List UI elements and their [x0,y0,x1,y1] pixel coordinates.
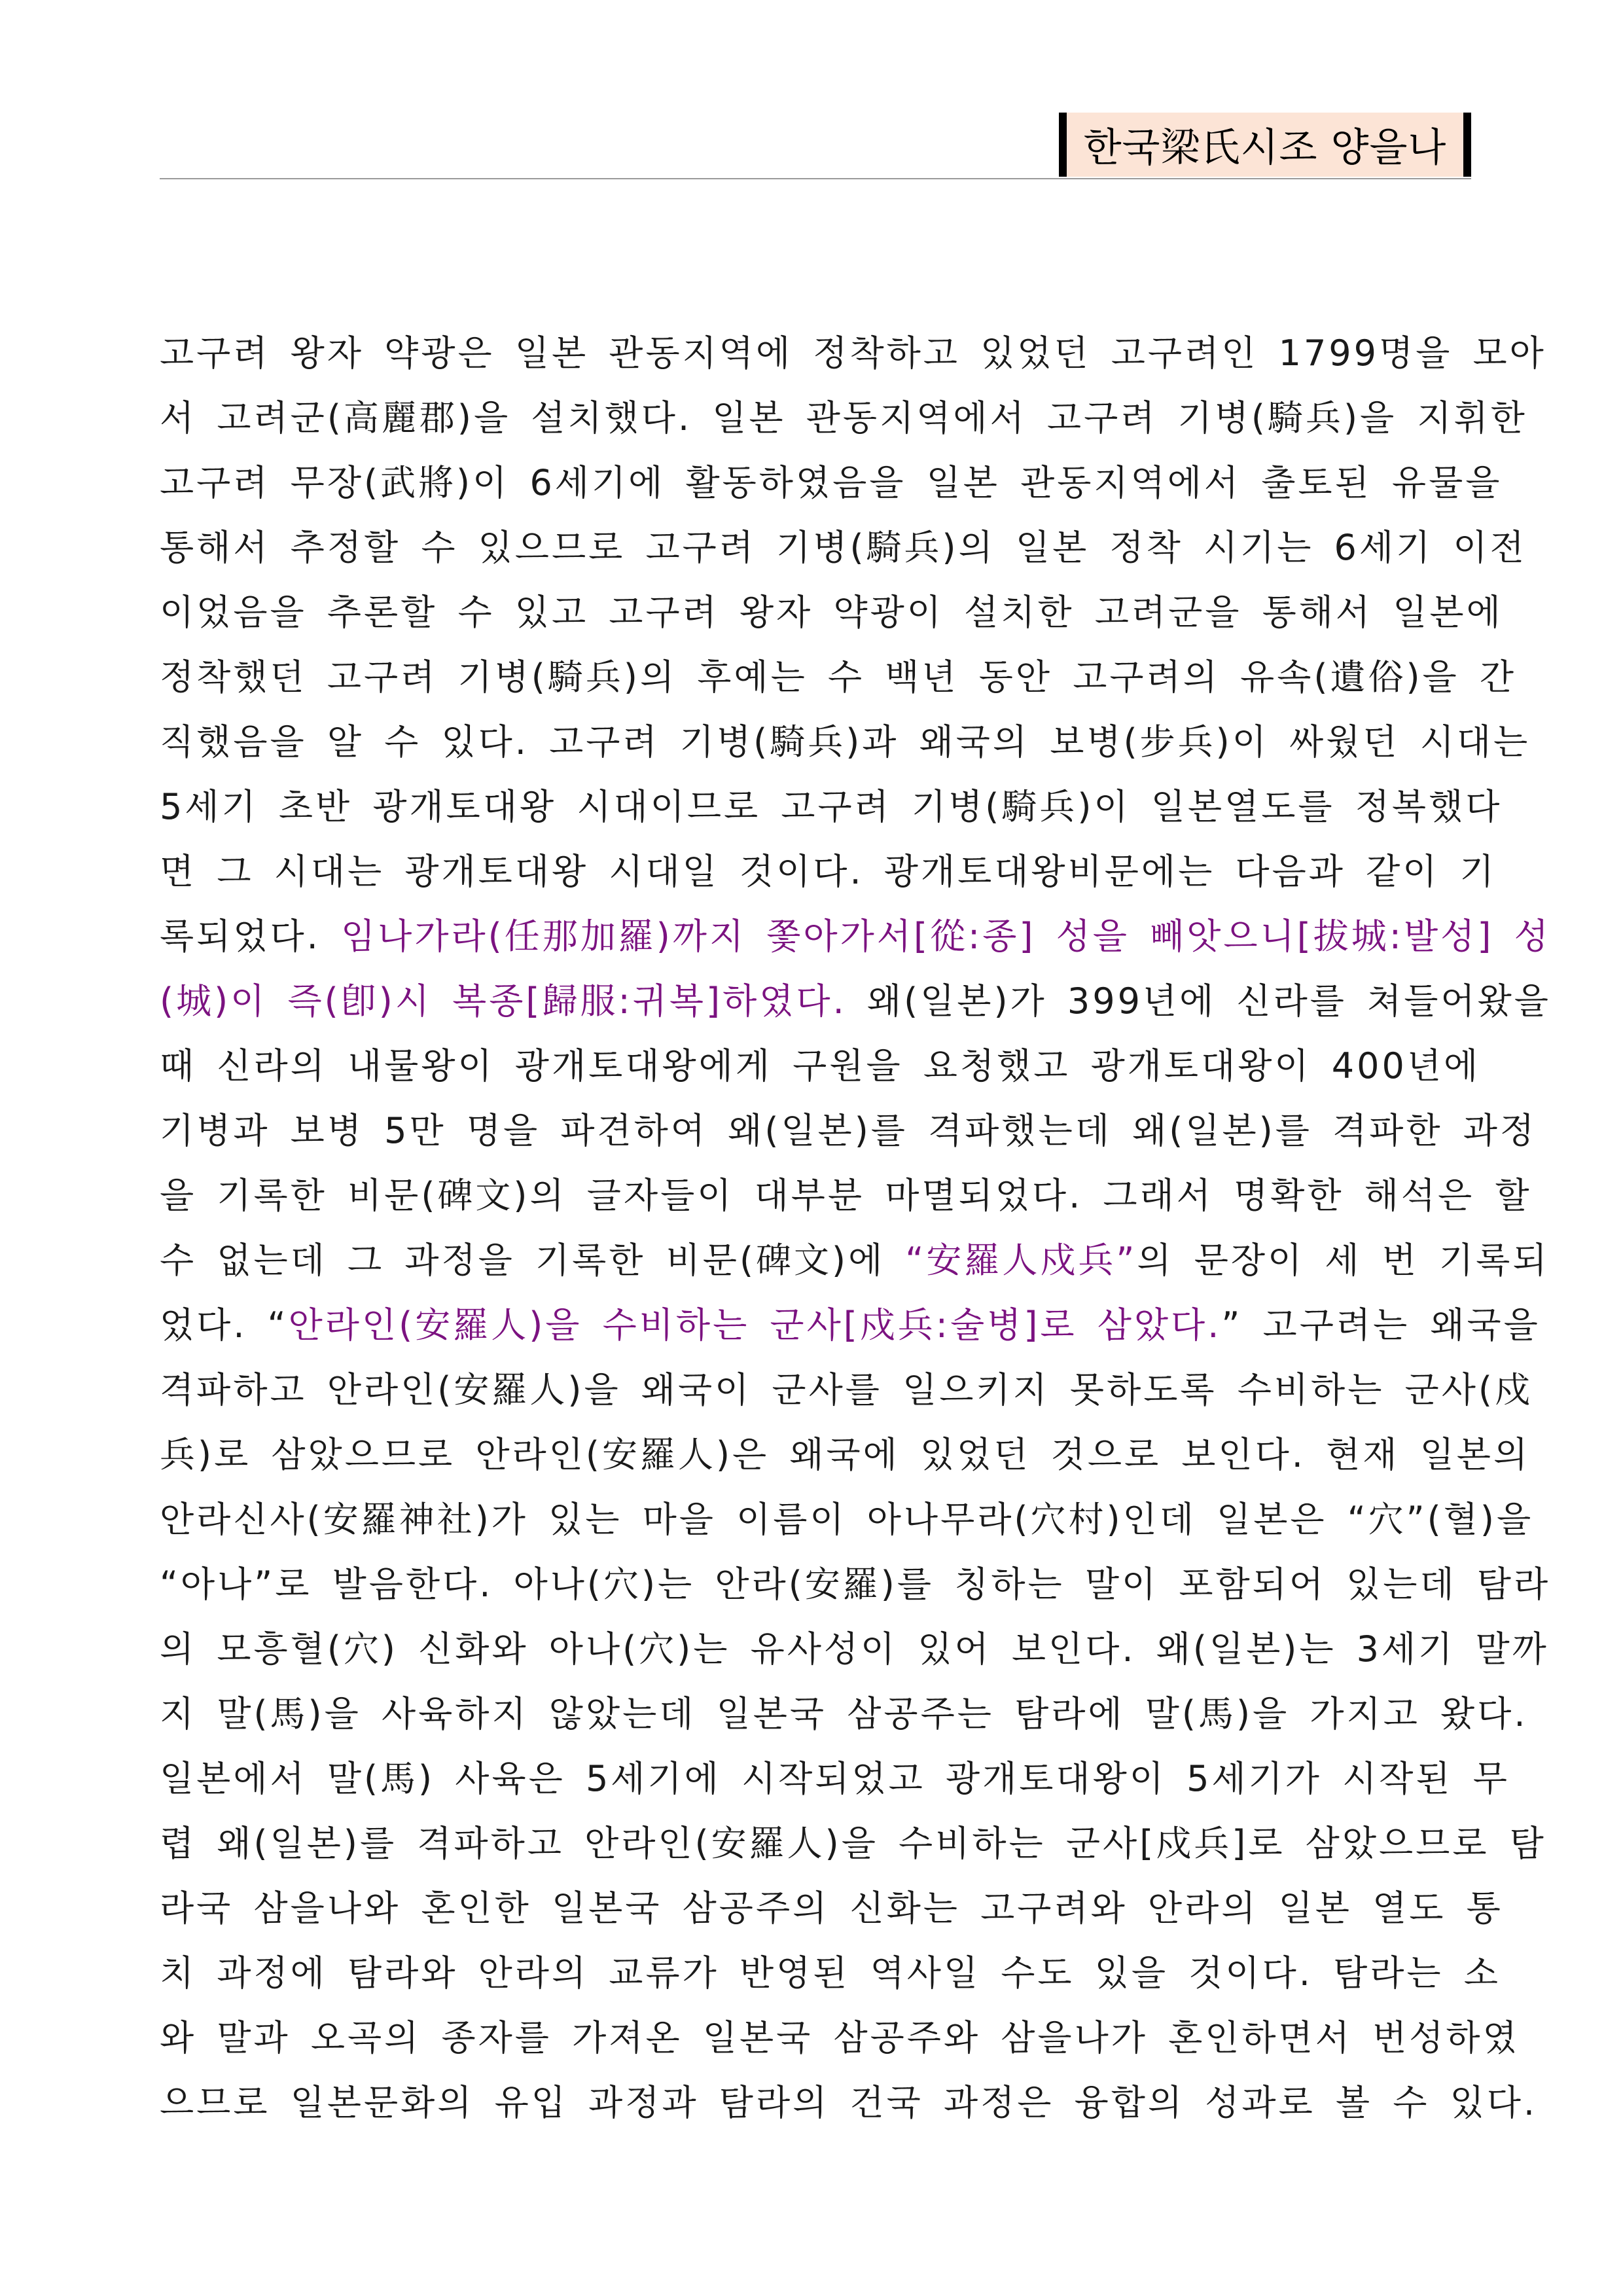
text-line [160,1163,1532,1228]
text-line [160,386,1527,450]
text-line [160,580,1503,645]
text-line [160,1876,1503,1941]
body-text-run: ” 고구려는 왜국을 [1221,1304,1541,1346]
body-text-run: “아나”로 발음한다. 아나(穴)는 안라(安羅)를 칭하는 말이 포함되어 있는데 탐라 [160,1564,1551,1605]
body-text-run: 치 과정에 탐라와 안라의 교류가 반영된 역사일 수도 있을 것이다. 탐라는 소 [160,1952,1501,1994]
body-text-run: 일본에서 말(馬) 사육은 5세기에 시작되었고 광개토대왕이 5세기가 시작된 무 [160,1758,1510,1799]
body-text-run: 이었음을 추론할 수 있고 고구려 왕자 약광이 설치한 고려군을 통해서 일본에 [160,592,1503,633]
body-text-run: 고구려 무장(武將)이 6세기에 활동하였음을 일본 관동지역에서 출토된 유물을 [160,462,1503,503]
header-title-box [1059,113,1471,177]
body-paragraph [160,321,1551,2135]
text-line [160,1617,1549,1681]
quoted-inscription-text: 임나가라(任那加羅)까지 쫓아가서[從:종] 성을 빼앗으니[拔城:발성] 성 [341,916,1551,957]
body-text-run: 통해서 추정할 수 있으므로 고구려 기병(騎兵)의 일본 정착 시기는 6세기 이전 [160,527,1527,568]
body-text-run: 직했음을 알 수 있다. 고구려 기병(騎兵)과 왜국의 보병(步兵)이 싸웠던 시대는 [160,721,1531,762]
body-text-run: 을 기록한 비문(碑文)의 글자들이 대부분 마멸되었다. 그래서 명확한 해석은 할 [160,1175,1532,1216]
header-divider [160,178,1471,179]
body-text-run: 면 그 시대는 광개토대왕 시대일 것이다. 광개토대왕비문에는 다음과 같이 기 [160,851,1497,892]
body-text-run: 때 신라의 내물왕이 광개토대왕에게 구원을 요청했고 광개토대왕이 400년에 [160,1045,1481,1086]
text-line [160,1811,1546,1876]
text-line [160,1941,1501,2005]
text-line [160,1552,1551,1617]
body-text-run: 정착했던 고구려 기병(騎兵)의 후예는 수 백년 동안 고구려의 유속(遺俗)을 간 [160,656,1517,698]
body-text-run: 격파하고 안라인(安羅人)을 왜국이 군사를 일으키지 못하도록 수비하는 군사(戍 [160,1369,1533,1410]
body-text-run: 서 고려군(高麗郡)을 설치했다. 일본 관동지역에서 고구려 기병(騎兵)을 지휘한 [160,397,1527,439]
text-line [160,1681,1528,1746]
body-text-run: 의 문장이 세 번 기록되 [1137,1240,1550,1281]
text-line [160,774,1503,839]
quoted-inscription-text: 안라인(安羅人)을 수비하는 군사[戍兵:술병]로 삼았다. [288,1304,1222,1346]
text-line [160,1293,1541,1357]
text-line [160,1487,1534,1552]
body-text-run: 고구려 왕자 약광은 일본 관동지역에 정착하고 있었던 고구려인 1799명을 모아 [160,332,1546,374]
body-text-run: 지 말(馬)을 사육하지 않았는데 일본국 삼공주는 탐라에 말(馬)을 가지고 왔다. [160,1693,1528,1734]
body-text-run: 라국 삼을나와 혼인한 일본국 삼공주의 신화는 고구려와 안라의 일본 열도 통 [160,1888,1503,1929]
text-line [160,450,1503,515]
body-text-run: 수 없는데 그 과정을 기록한 비문(碑文)에 [160,1240,906,1281]
body-text-run: 왜(일본)가 399년에 신라를 쳐들어왔을 [846,980,1551,1022]
body-text-run: 렵 왜(일본)를 격파하고 안라인(安羅人)을 수비하는 군사[戍兵]로 삼았으므로 탐 [160,1823,1546,1864]
body-text-run: 5세기 초반 광개토대왕 시대이므로 고구려 기병(騎兵)이 일본열도를 정복했다 [160,786,1503,827]
text-line [160,969,1551,1033]
header-title: 한국梁氏시조 양을나 [1083,125,1447,171]
body-text-run: 기병과 보병 5만 명을 파견하여 왜(일본)를 격파했는데 왜(일본)를 격파한 과정 [160,1110,1537,1151]
body-text-run: 었다. “ [160,1304,289,1346]
text-line [160,645,1517,709]
text-line [160,709,1531,774]
text-line [160,1098,1537,1163]
body-text-run: 록되었다. [160,916,341,957]
body-text-run: 兵)로 삼았으므로 안라인(安羅人)은 왜국에 있었던 것으로 보인다. 현재 일본의 [160,1434,1531,1475]
text-line [160,839,1497,904]
text-line [160,515,1527,580]
text-line [160,1746,1510,1811]
text-line [160,1422,1531,1487]
body-text-run: 안라신사(安羅神社)가 있는 마을 이름이 아나무라(穴村)인데 일본은 “穴”(혈)을 [160,1499,1534,1540]
body-text-run: 와 말과 오곡의 종자를 가져온 일본국 삼공주와 삼을나가 혼인하면서 번성하였 [160,2017,1520,2058]
text-line [160,2005,1520,2070]
text-line [160,904,1551,969]
quoted-inscription-text: (城)이 즉(卽)시 복종[歸服:귀복]하였다. [160,980,847,1022]
text-line [160,1228,1550,1293]
body-text-run: 으므로 일본문화의 유입 과정과 탐라의 건국 과정은 융합의 성과로 볼 수 있다. [160,2082,1538,2123]
text-line [160,321,1546,386]
body-text-run: 의 모흥혈(穴) 신화와 아나(穴)는 유사성이 있어 보인다. 왜(일본)는 3세기 말까 [160,1628,1549,1670]
text-line [160,1033,1481,1098]
text-line [160,2070,1538,2135]
quoted-inscription-text: “安羅人戍兵” [905,1240,1137,1281]
text-line [160,1357,1533,1422]
